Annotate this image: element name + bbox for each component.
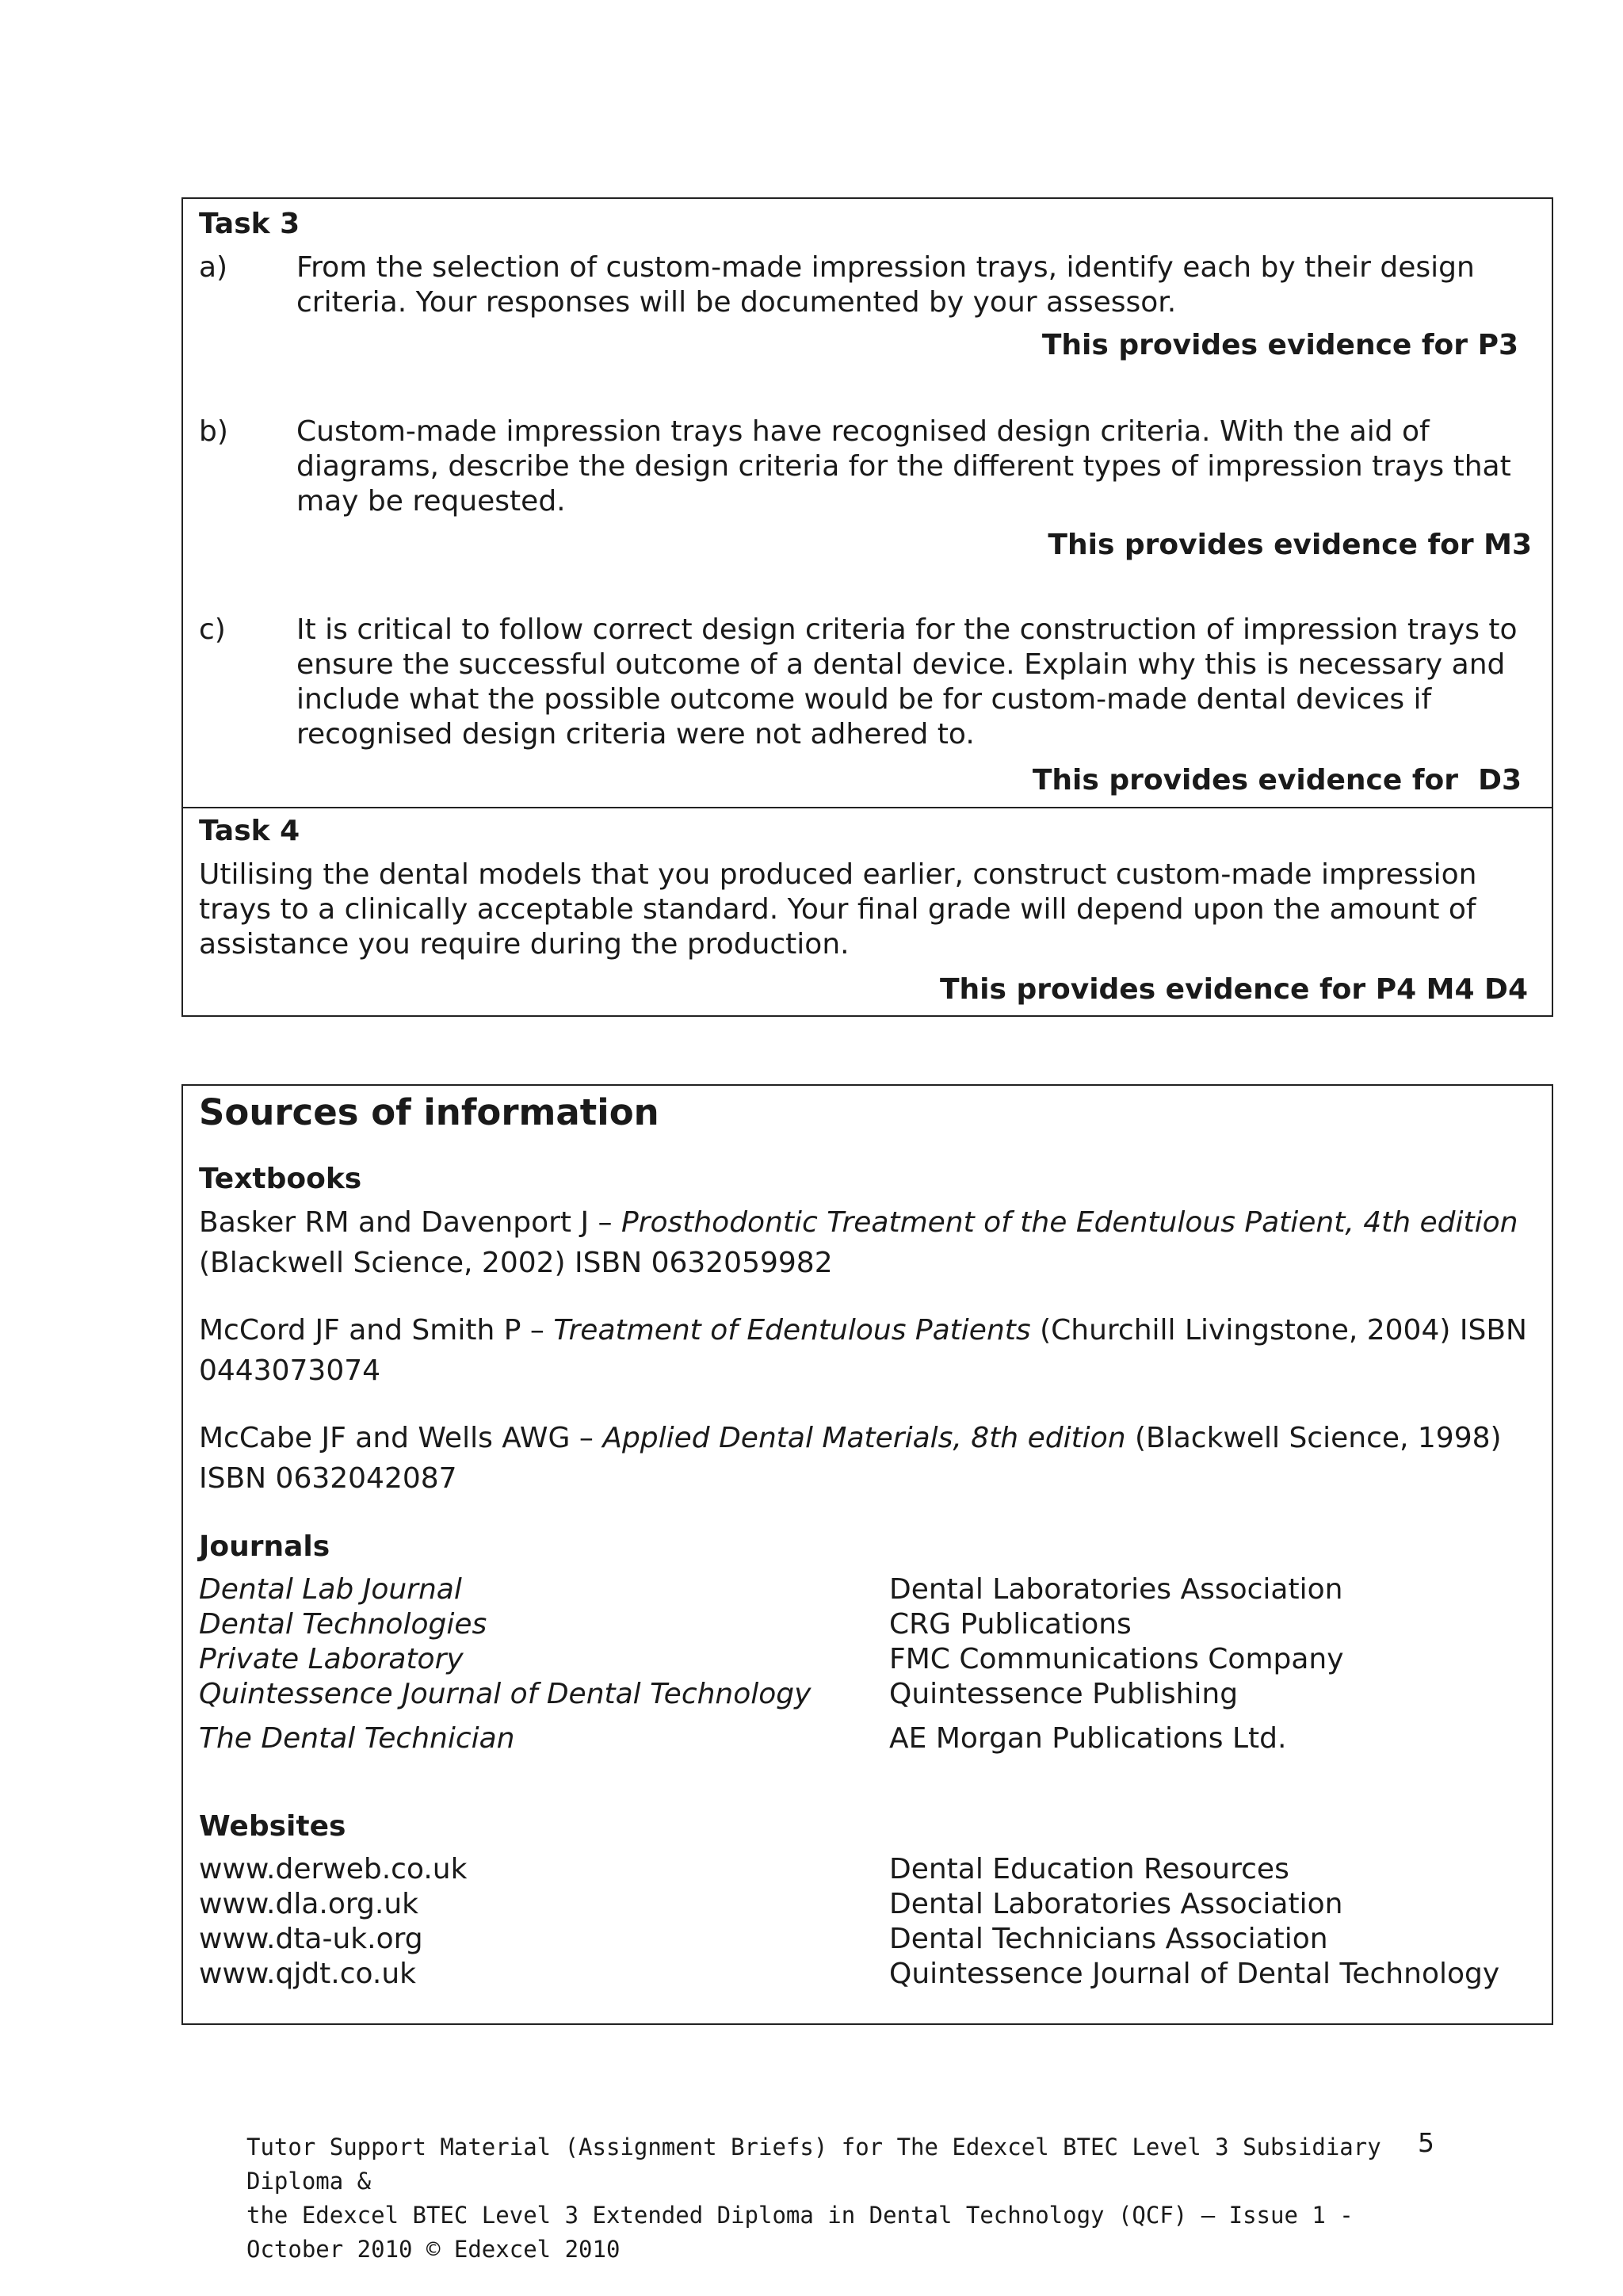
- website-name: Quintessence Journal of Dental Technology: [889, 1958, 1500, 1990]
- task3-item-b-evidence: This provides evidence for M3: [1048, 529, 1532, 561]
- textbook-details: (Churchill Livingstone, 2004) ISBN 0443073074: [199, 1314, 1527, 1387]
- task4-heading: Task 4: [199, 815, 300, 847]
- website-url[interactable]: www.dta-uk.org: [199, 1923, 423, 1955]
- textbook-title: Applied Dental Materials, 8th edition: [602, 1422, 1126, 1454]
- journal-publisher: FMC Communications Company: [889, 1643, 1344, 1675]
- sources-title: Sources of information: [199, 1091, 659, 1133]
- website-url[interactable]: www.qjdt.co.uk: [199, 1958, 417, 1990]
- task3-item-c-letter: c): [199, 613, 226, 646]
- task3-heading: Task 3: [199, 208, 300, 240]
- task3-item-b-letter: b): [199, 415, 228, 448]
- task4-text: Utilising the dental models that you produced earlier, construct custom-made impression trays to a clinically acceptable standard. Your final grade will depend upon the amount of assistance you require during the production.: [199, 858, 1477, 961]
- website-url[interactable]: www.dla.org.uk: [199, 1888, 418, 1920]
- website-name: Dental Laboratories Association: [889, 1888, 1343, 1920]
- journals-heading: Journals: [199, 1530, 330, 1563]
- page-number: 5: [1418, 2127, 1434, 2158]
- website-url[interactable]: www.derweb.co.uk: [199, 1853, 468, 1885]
- footer-line: Tutor Support Material (Assignment Briefs) for The Edexcel BTEC Level 3 Subsidiary Diploma &: [246, 2134, 1381, 2195]
- task-divider: [183, 807, 1552, 808]
- task3-item-a-evidence: This provides evidence for P3: [1041, 329, 1518, 361]
- journal-name: Dental Lab Journal: [199, 1573, 462, 1606]
- task3-item-a-letter: a): [199, 251, 228, 284]
- task3-item-b-text: Custom-made impression trays have recognised design criteria. With the aid of diagrams, describe the design criteria for the different types of impression trays that may be requested.: [296, 415, 1511, 518]
- footer-line: the Edexcel BTEC Level 3 Extended Diploma in Dental Technology (QCF) – Issue 1 -: [246, 2202, 1354, 2229]
- textbooks-heading: Textbooks: [199, 1163, 362, 1195]
- journal-name: Dental Technologies: [199, 1608, 487, 1641]
- textbook-title: Prosthodontic Treatment of the Edentulous Patient, 4th edition: [621, 1206, 1518, 1239]
- tasks-table: [181, 197, 1553, 1017]
- footer-line: October 2010 © Edexcel 2010: [246, 2236, 621, 2263]
- journal-name: Quintessence Journal of Dental Technology: [199, 1678, 812, 1710]
- sources-of-information: [181, 1084, 1553, 2025]
- textbook-ref: [199, 1418, 1546, 1499]
- textbook-details: (Blackwell Science, 2002) ISBN 0632059982: [199, 1247, 833, 1279]
- task4-evidence: This provides evidence for P4 M4 D4: [939, 973, 1528, 1006]
- textbook-authors: McCord JF and Smith P –: [199, 1314, 554, 1347]
- journal-publisher: Quintessence Publishing: [889, 1678, 1239, 1710]
- journal-publisher: Dental Laboratories Association: [889, 1573, 1343, 1606]
- textbook-details: (Blackwell Science, 1998) ISBN 0632042087: [199, 1422, 1502, 1495]
- textbook-authors: McCabe JF and Wells AWG –: [199, 1422, 603, 1454]
- textbook-ref: [199, 1202, 1546, 1283]
- journal-publisher: CRG Publications: [889, 1608, 1132, 1641]
- task3-item-c-text: It is critical to follow correct design criteria for the construction of impression trays to ensure the successful outcome of a dental device. Explain why this is necessary and include what the possible outcome would be for custom-made dental devices if recognised design criteria were not adhered to.: [296, 613, 1518, 751]
- journal-name: The Dental Technician: [199, 1722, 515, 1755]
- journal-name: Private Laboratory: [199, 1643, 464, 1675]
- textbook-ref: [199, 1310, 1546, 1391]
- journal-publisher: AE Morgan Publications Ltd.: [889, 1722, 1287, 1755]
- website-name: Dental Technicians Association: [889, 1923, 1328, 1955]
- page-footer: [246, 2130, 1388, 2267]
- textbook-title: Treatment of Edentulous Patients: [553, 1314, 1031, 1347]
- websites-heading: Websites: [199, 1810, 346, 1843]
- website-name: Dental Education Resources: [889, 1853, 1289, 1885]
- task3-item-c-evidence: This provides evidence for D3: [1032, 764, 1522, 797]
- task3-item-a-text: From the selection of custom-made impression trays, identify each by their design criteria. Your responses will be documented by your assessor.: [296, 251, 1475, 319]
- textbook-authors: Basker RM and Davenport J –: [199, 1206, 621, 1239]
